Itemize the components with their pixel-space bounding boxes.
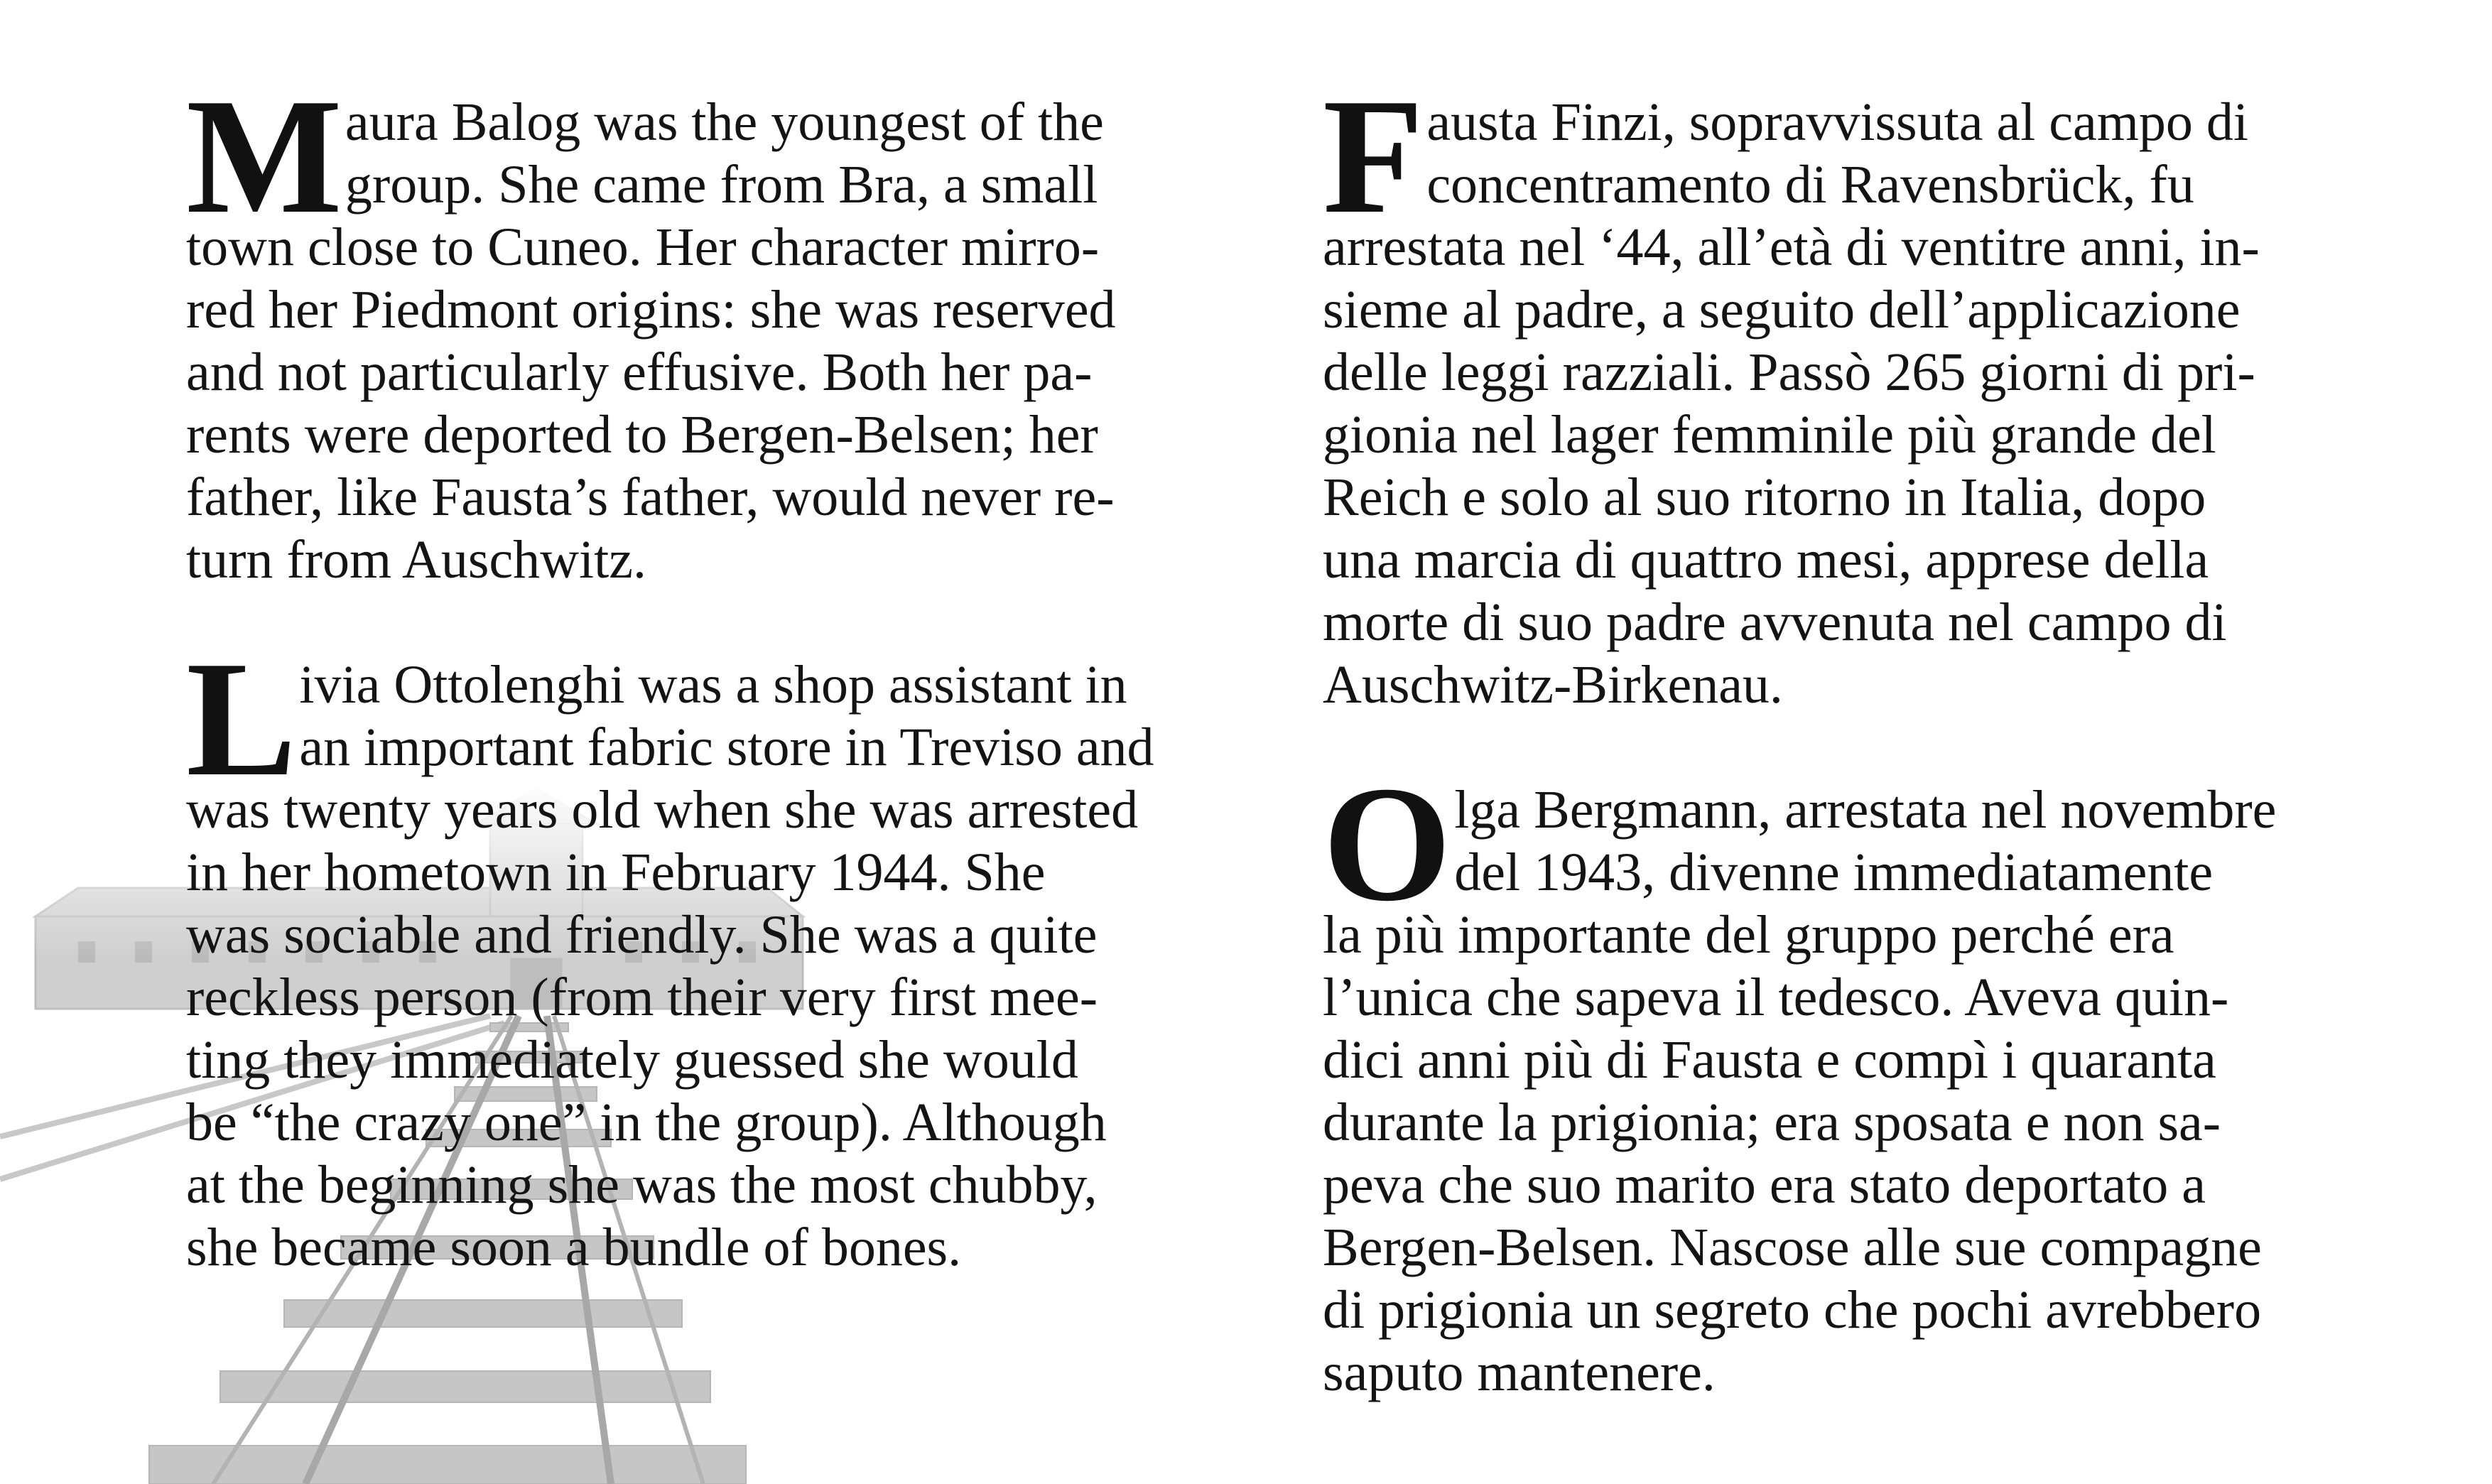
text-line: was twenty years old when she was arrested — [186, 780, 1139, 840]
text-line: di prigionia un segreto che pochi avrebbero — [1323, 1280, 2262, 1340]
paragraph-olga-bergmann — [1323, 752, 2331, 1404]
column-italian — [1323, 65, 2331, 1404]
text-line: father, like Fausta’s father, would never re- — [186, 467, 1115, 527]
text-line: morte di suo padre avvenuta nel campo di — [1323, 592, 2227, 652]
text-line: reckless person (from their very first mee- — [186, 968, 1098, 1027]
text-line: Bergen-Belsen. Nascose alle sue compagne — [1323, 1218, 2262, 1277]
text-line: concentramento di Ravensbrück, fu — [1426, 155, 2194, 215]
text-line: la più importante del gruppo perché era — [1323, 905, 2174, 965]
drop-cap: O — [1323, 752, 1452, 936]
drop-cap: F — [1323, 65, 1424, 248]
text-line: austa Finzi, sopravvissuta al campo di — [1426, 92, 2248, 152]
text-line: at the beginning she was the most chubby, — [186, 1155, 1098, 1215]
text-line: ting they immediately guessed she would — [186, 1030, 1078, 1090]
drop-cap: M — [186, 65, 342, 248]
text-line: l’unica che sapeva il tedesco. Aveva quin- — [1323, 968, 2229, 1027]
text-line: town close to Cuneo. Her character mirro- — [186, 217, 1100, 277]
text-line: dici anni più di Fausta e compì i quaranta — [1323, 1030, 2216, 1090]
text-line: gionia nel lager femminile più grande del — [1323, 405, 2216, 465]
paragraph-maura-balog — [186, 65, 1195, 591]
text-line: aura Balog was the youngest of the — [345, 92, 1104, 152]
text-line: saputo mantenere. — [1323, 1343, 1716, 1402]
text-line: durante la prigionia; era sposata e non sa- — [1323, 1093, 2221, 1152]
text-line: rents were deported to Bergen-Belsen; her — [186, 405, 1098, 465]
text-line: Auschwitz-Birkenau. — [1323, 655, 1783, 715]
text-line: sieme al padre, a seguito dell’applicazione — [1323, 280, 2241, 340]
text-line: peva che suo marito era stato deportato a — [1323, 1155, 2206, 1215]
text-line: del 1943, divenne immediatamente — [1454, 843, 2214, 902]
text-line: arrestata nel ‘44, all’età di ventitre anni, in- — [1323, 217, 2260, 277]
text-line: an important fabric store in Treviso and — [299, 717, 1154, 777]
drop-cap: L — [186, 627, 297, 811]
text-line: ivia Ottolenghi was a shop assistant in — [299, 655, 1127, 715]
paragraph-livia-ottolenghi — [186, 627, 1195, 1279]
text-line: una marcia di quattro mesi, apprese della — [1323, 530, 2209, 590]
text-line: lga Bergmann, arrestata nel novembre — [1454, 780, 2277, 840]
text-line: be “the crazy one” in the group). Although — [186, 1093, 1107, 1152]
text-line: Reich e solo al suo ritorno in Italia, dopo — [1323, 467, 2206, 527]
text-line: turn from Auschwitz. — [186, 530, 647, 590]
text-line: delle leggi razziali. Passò 265 giorni di pri- — [1323, 342, 2255, 402]
text-line: in her hometown in February 1944. She — [186, 843, 1046, 902]
text-line: was sociable and friendly. She was a quite — [186, 905, 1098, 965]
text-line: she became soon a bundle of bones. — [186, 1218, 962, 1277]
text-line: and not particularly effusive. Both her pa- — [186, 342, 1093, 402]
column-english — [186, 65, 1195, 1279]
text-line: group. She came from Bra, a small — [345, 155, 1098, 215]
paragraph-fausta-finzi — [1323, 65, 2331, 716]
text-line: red her Piedmont origins: she was reserved — [186, 280, 1116, 340]
